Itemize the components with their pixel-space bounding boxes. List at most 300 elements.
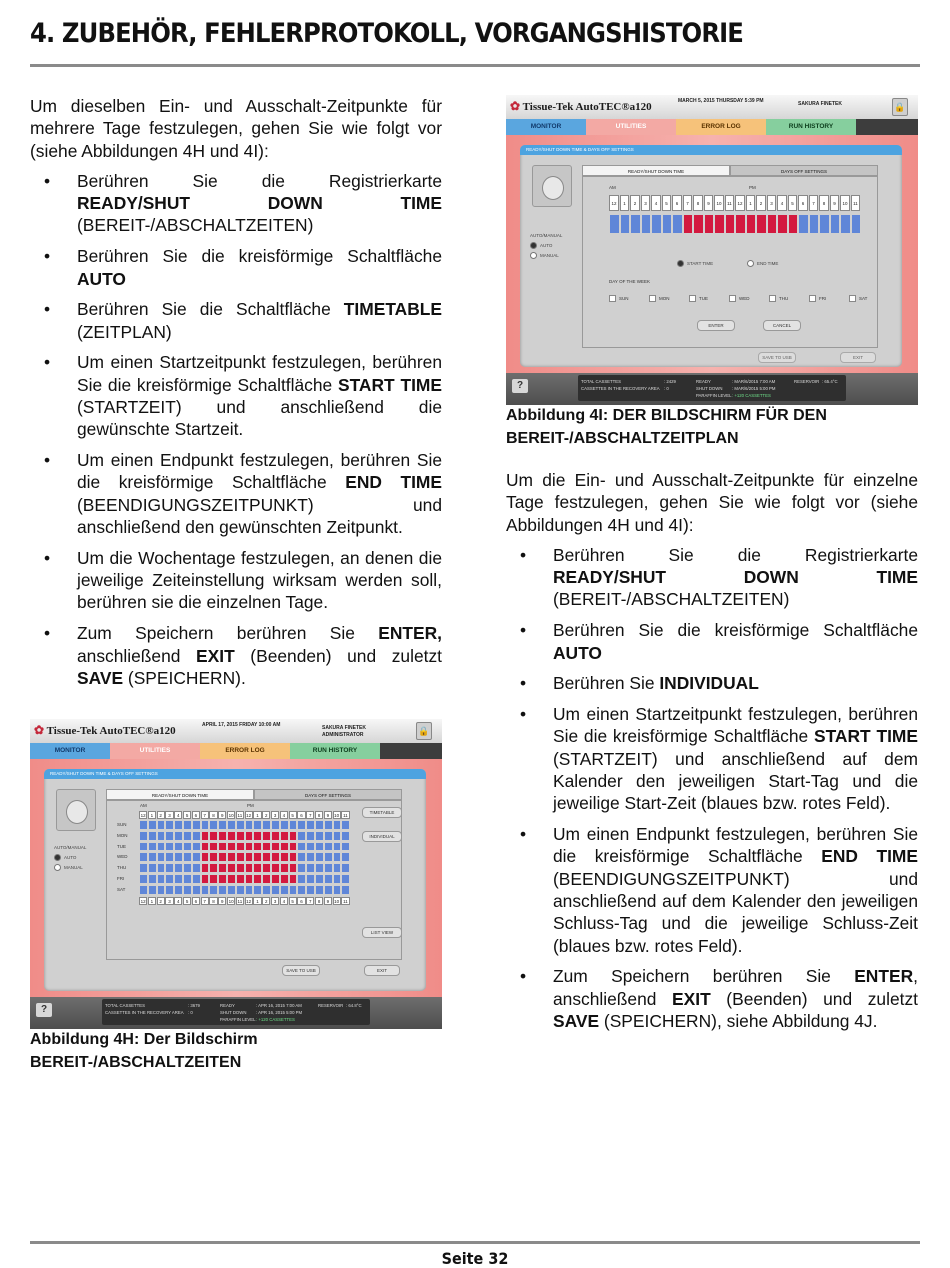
timetable-area	[106, 800, 402, 960]
time-slot[interactable]	[209, 885, 218, 895]
day-checkbox[interactable]	[849, 295, 856, 302]
cancel-button[interactable]: CANCEL	[763, 320, 801, 331]
time-slot[interactable]	[297, 831, 306, 841]
time-slot[interactable]	[183, 852, 192, 862]
time-slot[interactable]	[148, 820, 157, 830]
time-slot[interactable]	[183, 885, 192, 895]
hour-cell: 5	[788, 195, 798, 211]
time-slot[interactable]	[630, 214, 641, 234]
time-slot[interactable]	[157, 852, 166, 862]
day-checkbox-label: SUN	[619, 296, 629, 301]
time-slot[interactable]	[139, 874, 148, 884]
time-slot[interactable]	[236, 852, 245, 862]
time-slot[interactable]	[777, 214, 788, 234]
time-slot[interactable]	[341, 831, 350, 841]
time-slot[interactable]	[297, 842, 306, 852]
time-slot[interactable]	[341, 852, 350, 862]
time-slot[interactable]	[262, 852, 271, 862]
time-slot[interactable]	[714, 214, 725, 234]
time-slot[interactable]	[341, 863, 350, 873]
time-slot[interactable]	[662, 214, 673, 234]
time-slot[interactable]	[280, 831, 289, 841]
left-step-7: • Zum Speichern berühren Sie ENTER, anschließend EXIT (Beenden) und zuletzt SAVE (SPEICHERN).	[30, 622, 442, 689]
time-slot[interactable]	[157, 863, 166, 873]
time-slot[interactable]	[218, 820, 227, 830]
time-slot[interactable]	[201, 885, 210, 895]
time-slot[interactable]	[165, 820, 174, 830]
exit-button[interactable]: EXIT	[364, 965, 400, 976]
time-slot[interactable]	[280, 820, 289, 830]
tab-utilities[interactable]: UTILITIES	[110, 743, 200, 759]
time-slot[interactable]	[315, 874, 324, 884]
time-slot[interactable]	[651, 214, 662, 234]
time-slot[interactable]	[306, 852, 315, 862]
time-slot[interactable]	[148, 831, 157, 841]
time-slot[interactable]	[165, 885, 174, 895]
time-slot[interactable]	[315, 842, 324, 852]
time-slot[interactable]	[245, 874, 254, 884]
panel-title: READY/SHUT DOWN TIME & DAYS OFF SETTINGS	[520, 145, 902, 155]
time-slot[interactable]	[236, 831, 245, 841]
time-slot[interactable]	[289, 885, 298, 895]
time-slot[interactable]	[253, 863, 262, 873]
time-slot[interactable]	[315, 863, 324, 873]
tab-monitor[interactable]: MONITOR	[30, 743, 110, 759]
day-label: THU	[117, 865, 127, 871]
save-to-usb-button[interactable]: SAVE TO USB	[758, 352, 796, 363]
time-slot[interactable]	[183, 831, 192, 841]
time-slot[interactable]	[148, 852, 157, 862]
time-slot[interactable]	[227, 831, 236, 841]
auto-radio[interactable]: AUTO	[530, 241, 552, 250]
time-slot[interactable]	[297, 863, 306, 873]
time-slot[interactable]	[201, 863, 210, 873]
time-slot[interactable]	[798, 214, 809, 234]
time-slot[interactable]	[746, 214, 757, 234]
hour-cell: 7	[683, 195, 693, 211]
time-slot[interactable]	[693, 214, 704, 234]
day-label: FRI	[117, 876, 125, 881]
time-slot[interactable]	[192, 863, 201, 873]
status-paraffin-value: : +120 CASSETTES	[256, 1017, 295, 1022]
day-checkbox-label: TUE	[699, 296, 708, 301]
hour-cell: 1	[148, 811, 156, 819]
tab-monitor[interactable]: MONITOR	[506, 119, 586, 135]
status-ready-label: READY	[220, 1003, 235, 1008]
right-steps-list	[506, 544, 918, 1032]
time-slot[interactable]	[227, 820, 236, 830]
left-step-6: • Um die Wochentage festzulegen, an denen die jeweilige Zeiteinstellung wirksam werden soll, berühren sie die einzelnen Tage.	[30, 547, 442, 614]
time-slot[interactable]	[306, 842, 315, 852]
save-to-usb-button[interactable]: SAVE TO USB	[282, 965, 320, 976]
time-slot[interactable]	[289, 863, 298, 873]
time-slot[interactable]	[227, 842, 236, 852]
auto-manual-label: AUTO/MANUAL	[54, 845, 87, 850]
status-total-label: TOTAL CASSETTES	[105, 1003, 146, 1008]
day-checkbox[interactable]	[729, 295, 736, 302]
hour-cell: 2	[630, 195, 640, 211]
time-slot[interactable]	[192, 885, 201, 895]
manual-radio[interactable]: MANUAL	[54, 863, 83, 872]
time-slot[interactable]	[324, 874, 333, 884]
exit-button[interactable]: EXIT	[840, 352, 876, 363]
time-slot[interactable]	[253, 874, 262, 884]
status-ready-label: READY	[696, 379, 711, 384]
screen-tabs	[30, 743, 442, 759]
time-slot[interactable]	[306, 885, 315, 895]
time-slot[interactable]	[227, 874, 236, 884]
status-panel	[102, 999, 370, 1025]
time-slot[interactable]	[306, 874, 315, 884]
time-slot[interactable]	[840, 214, 851, 234]
time-slot[interactable]	[788, 214, 799, 234]
time-slot[interactable]	[209, 831, 218, 841]
time-slot[interactable]	[297, 820, 306, 830]
time-slot[interactable]	[157, 885, 166, 895]
time-slot[interactable]	[271, 885, 280, 895]
left-step-3: • Berühren Sie die Schaltfläche TIMETABLE (ZEITPLAN)	[30, 298, 442, 343]
left-steps-list	[30, 170, 442, 689]
time-slot[interactable]	[271, 820, 280, 830]
hour-cell: 11	[343, 813, 348, 818]
time-slot[interactable]	[324, 820, 333, 830]
day-checkbox-label: WED	[739, 296, 750, 301]
hour-cell: 2	[262, 897, 270, 905]
time-slot[interactable]	[289, 852, 298, 862]
time-slot[interactable]	[280, 852, 289, 862]
footer-rule	[30, 1241, 920, 1244]
hour-cell: 11	[237, 813, 243, 818]
time-slot[interactable]	[341, 885, 350, 895]
time-slot[interactable]	[236, 820, 245, 830]
status-recovery-label: CASSETTES IN THE RECOVERY AREA	[105, 1010, 184, 1015]
time-slot[interactable]	[306, 820, 315, 830]
time-slot[interactable]	[174, 820, 183, 830]
time-slot[interactable]	[253, 852, 262, 862]
subtab-days-off[interactable]: DAYS OFF SETTINGS	[254, 789, 402, 800]
time-slot[interactable]	[139, 820, 148, 830]
hour-cell: 9	[218, 811, 226, 819]
time-slot[interactable]	[236, 885, 245, 895]
time-slot[interactable]	[333, 842, 342, 852]
screen-footer	[506, 373, 918, 405]
time-slot[interactable]	[271, 842, 280, 852]
time-slot[interactable]	[245, 831, 254, 841]
time-slot[interactable]	[315, 885, 324, 895]
time-slot[interactable]	[139, 863, 148, 873]
right-column	[506, 469, 918, 1041]
hour-cell: 8	[209, 897, 217, 905]
time-slot[interactable]	[262, 842, 271, 852]
hour-cell: 5	[183, 897, 191, 905]
subtab-days-off[interactable]: DAYS OFF SETTINGS	[730, 165, 878, 176]
time-slot[interactable]	[280, 863, 289, 873]
time-slot[interactable]	[280, 842, 289, 852]
individual-button[interactable]: INDIVIDUAL	[362, 831, 402, 842]
time-slot[interactable]	[315, 831, 324, 841]
end-time-radio[interactable]: END TIME	[747, 259, 778, 268]
day-label: SAT	[117, 886, 126, 892]
time-slot[interactable]	[704, 214, 715, 234]
time-slot[interactable]	[262, 863, 271, 873]
time-slot[interactable]	[183, 820, 192, 830]
time-slot[interactable]	[174, 874, 183, 884]
screen-body	[30, 759, 442, 997]
time-slot[interactable]	[218, 831, 227, 841]
time-slot[interactable]	[148, 863, 157, 873]
status-paraffin-label: PARAFFIN LEVEL	[220, 1017, 256, 1022]
time-slot[interactable]	[174, 842, 183, 852]
time-slot[interactable]	[262, 874, 271, 884]
time-slot[interactable]	[245, 863, 254, 873]
time-slot[interactable]	[218, 852, 227, 862]
time-slot[interactable]	[297, 852, 306, 862]
hour-cell: 9	[324, 811, 332, 819]
time-slot[interactable]	[315, 820, 324, 830]
time-slot[interactable]	[165, 842, 174, 852]
subtabs	[106, 789, 402, 800]
time-slot[interactable]	[830, 214, 841, 234]
time-slot[interactable]	[227, 852, 236, 862]
time-slot[interactable]	[148, 842, 157, 852]
time-slot[interactable]	[253, 831, 262, 841]
time-slot[interactable]	[192, 852, 201, 862]
hour-cell: 9	[218, 897, 226, 905]
hour-cell: 6	[297, 897, 305, 905]
time-slot[interactable]	[165, 852, 174, 862]
flower-icon: ✿	[34, 723, 45, 737]
time-slot[interactable]	[253, 885, 262, 895]
screen-user: SAKURA FINETEK	[798, 101, 842, 107]
time-slot[interactable]	[236, 874, 245, 884]
page-number: Seite 32	[441, 1249, 509, 1268]
time-slot[interactable]	[201, 831, 210, 841]
time-slot[interactable]	[271, 863, 280, 873]
tab-error-log[interactable]: ERROR LOG	[676, 119, 766, 135]
day-checkbox[interactable]	[769, 295, 776, 302]
subtab-ready-shutdown[interactable]: READY/SHUT DOWN TIME	[582, 165, 730, 176]
subtab-ready-shutdown[interactable]: READY/SHUT DOWN TIME	[106, 789, 254, 800]
time-slot[interactable]	[245, 820, 254, 830]
right-step-6: • Zum Speichern berühren Sie ENTER, anschließend EXIT (Beenden) und zuletzt SAVE (SPEICHERN), siehe Abbildung 4J.	[506, 965, 918, 1032]
time-slot[interactable]	[201, 874, 210, 884]
time-slot[interactable]	[157, 820, 166, 830]
time-slot[interactable]	[139, 842, 148, 852]
time-slot[interactable]	[183, 842, 192, 852]
time-slot[interactable]	[262, 885, 271, 895]
time-slot[interactable]	[209, 842, 218, 852]
status-recovery-value: : 0	[188, 1010, 193, 1015]
time-slot[interactable]	[756, 214, 767, 234]
enter-button[interactable]: ENTER	[697, 320, 735, 331]
time-slot[interactable]	[245, 842, 254, 852]
hour-cell: 7	[306, 897, 314, 905]
day-checkbox[interactable]	[689, 295, 696, 302]
left-step-1: • Berühren Sie die Registrierkarte READY/SHUT DOWN TIME (BEREIT-/ABSCHALTZEITEN)	[30, 170, 442, 237]
hour-cell: 4	[174, 811, 182, 819]
time-slot[interactable]	[139, 885, 148, 895]
time-slot[interactable]	[289, 820, 298, 830]
time-slot[interactable]	[809, 214, 820, 234]
hour-cell: 12	[246, 813, 252, 818]
time-slot[interactable]	[253, 820, 262, 830]
time-slot[interactable]	[148, 874, 157, 884]
time-slot[interactable]	[341, 842, 350, 852]
time-slot[interactable]	[218, 863, 227, 873]
time-slot[interactable]	[324, 842, 333, 852]
time-slot[interactable]	[227, 885, 236, 895]
time-slot[interactable]	[333, 885, 342, 895]
time-slot[interactable]	[333, 831, 342, 841]
time-slot[interactable]	[306, 863, 315, 873]
time-slot[interactable]	[236, 863, 245, 873]
screen-body	[506, 135, 918, 373]
time-slot[interactable]	[324, 831, 333, 841]
status-shutdown-value: : MAR/6/2015 5:00 PM	[732, 386, 776, 391]
day-checkbox-label: MON	[659, 296, 670, 301]
time-slot[interactable]	[324, 885, 333, 895]
time-slot[interactable]	[245, 885, 254, 895]
tab-error-log[interactable]: ERROR LOG	[200, 743, 290, 759]
time-slot[interactable]	[192, 831, 201, 841]
time-slot[interactable]	[324, 852, 333, 862]
hour-cell: 2	[756, 195, 766, 211]
day-checkbox[interactable]	[609, 295, 616, 302]
time-slot[interactable]	[165, 874, 174, 884]
screen-header	[30, 719, 442, 743]
time-slot[interactable]	[333, 874, 342, 884]
time-slot[interactable]	[341, 874, 350, 884]
time-slot[interactable]	[174, 863, 183, 873]
time-slot[interactable]	[218, 885, 227, 895]
time-slot[interactable]	[245, 852, 254, 862]
time-slot[interactable]	[306, 831, 315, 841]
time-slot[interactable]	[139, 831, 148, 841]
timetable-button[interactable]: TIMETABLE	[362, 807, 402, 818]
hour-cell: 2	[262, 811, 270, 819]
time-slot[interactable]	[139, 852, 148, 862]
time-slot[interactable]	[341, 820, 350, 830]
hour-cell: 1	[253, 811, 261, 819]
time-slot[interactable]	[683, 214, 694, 234]
time-slot[interactable]	[174, 831, 183, 841]
time-slot[interactable]	[201, 852, 210, 862]
time-slot[interactable]	[324, 863, 333, 873]
time-slot[interactable]	[620, 214, 631, 234]
time-slot[interactable]	[767, 214, 778, 234]
time-slot[interactable]	[183, 874, 192, 884]
time-slot[interactable]	[280, 874, 289, 884]
hour-cell: 7	[201, 811, 209, 819]
hour-cell: 1	[253, 897, 261, 905]
time-slot[interactable]	[819, 214, 830, 234]
time-slot[interactable]	[333, 852, 342, 862]
time-slot[interactable]	[271, 874, 280, 884]
screen-header	[506, 95, 918, 119]
time-slot[interactable]	[672, 214, 683, 234]
time-slot[interactable]	[725, 214, 736, 234]
time-slot[interactable]	[174, 852, 183, 862]
time-slot[interactable]	[253, 842, 262, 852]
hour-cell: 6	[297, 811, 305, 819]
time-slot[interactable]	[735, 214, 746, 234]
time-slot[interactable]	[148, 885, 157, 895]
manual-radio[interactable]: MANUAL	[530, 251, 559, 260]
right-step-3: • Berühren Sie INDIVIDUAL	[506, 672, 918, 694]
list-view-button[interactable]: LIST VIEW	[362, 927, 402, 938]
time-slot[interactable]	[297, 874, 306, 884]
time-slot[interactable]	[297, 885, 306, 895]
hour-cell: 3	[165, 811, 173, 819]
time-slot[interactable]	[165, 831, 174, 841]
day-label: SUN	[117, 822, 127, 827]
time-slot[interactable]	[174, 885, 183, 895]
time-slot[interactable]	[289, 831, 298, 841]
time-slot[interactable]	[192, 842, 201, 852]
time-slot[interactable]	[227, 863, 236, 873]
time-slot[interactable]	[209, 863, 218, 873]
time-slot[interactable]	[157, 831, 166, 841]
lock-icon[interactable]: 🔒	[892, 98, 908, 116]
time-slot[interactable]	[289, 842, 298, 852]
hour-cell: 12	[140, 813, 146, 818]
time-slot[interactable]	[157, 874, 166, 884]
tab-run-history[interactable]: RUN HISTORY	[290, 743, 380, 759]
screen-tabs	[506, 119, 918, 135]
time-slot[interactable]	[209, 820, 218, 830]
time-slot[interactable]	[192, 874, 201, 884]
status-reservoir-label: RESERVOIR	[318, 1003, 344, 1008]
time-slot[interactable]	[289, 874, 298, 884]
hour-cell: 8	[315, 897, 323, 905]
time-slot[interactable]	[209, 874, 218, 884]
time-slot[interactable]	[271, 831, 280, 841]
auto-radio[interactable]: AUTO	[54, 853, 76, 862]
tab-utilities[interactable]: UTILITIES	[586, 119, 676, 135]
time-slot[interactable]	[333, 820, 342, 830]
time-slot[interactable]	[157, 842, 166, 852]
time-slot[interactable]	[165, 863, 174, 873]
time-slot[interactable]	[262, 831, 271, 841]
time-slot[interactable]	[192, 820, 201, 830]
day-checkbox[interactable]	[649, 295, 656, 302]
time-slot[interactable]	[315, 852, 324, 862]
day-checkbox[interactable]	[809, 295, 816, 302]
time-slot[interactable]	[333, 863, 342, 873]
time-slot[interactable]	[609, 214, 620, 234]
time-slot[interactable]	[236, 842, 245, 852]
tissue-tek-logo: ✿ Tissue-Tek AutoTEC®a120	[510, 99, 652, 113]
status-ready-value: : APR 16, 2015 7:00 AM	[256, 1003, 302, 1008]
time-slot[interactable]	[851, 214, 862, 234]
tab-run-history[interactable]: RUN HISTORY	[766, 119, 856, 135]
time-slot[interactable]	[218, 874, 227, 884]
time-slot[interactable]	[641, 214, 652, 234]
start-time-radio[interactable]: START TIME	[677, 259, 713, 268]
time-slot[interactable]	[183, 863, 192, 873]
time-slot[interactable]	[209, 852, 218, 862]
time-slot[interactable]	[201, 842, 210, 852]
help-icon[interactable]: ?	[512, 379, 528, 393]
hour-cell: 12	[140, 898, 146, 904]
time-slot[interactable]	[280, 885, 289, 895]
time-slot[interactable]	[201, 820, 210, 830]
time-slot[interactable]	[262, 820, 271, 830]
lock-icon[interactable]: 🔒	[416, 722, 432, 740]
time-slot[interactable]	[218, 842, 227, 852]
time-slot[interactable]	[271, 852, 280, 862]
help-icon[interactable]: ?	[36, 1003, 52, 1017]
